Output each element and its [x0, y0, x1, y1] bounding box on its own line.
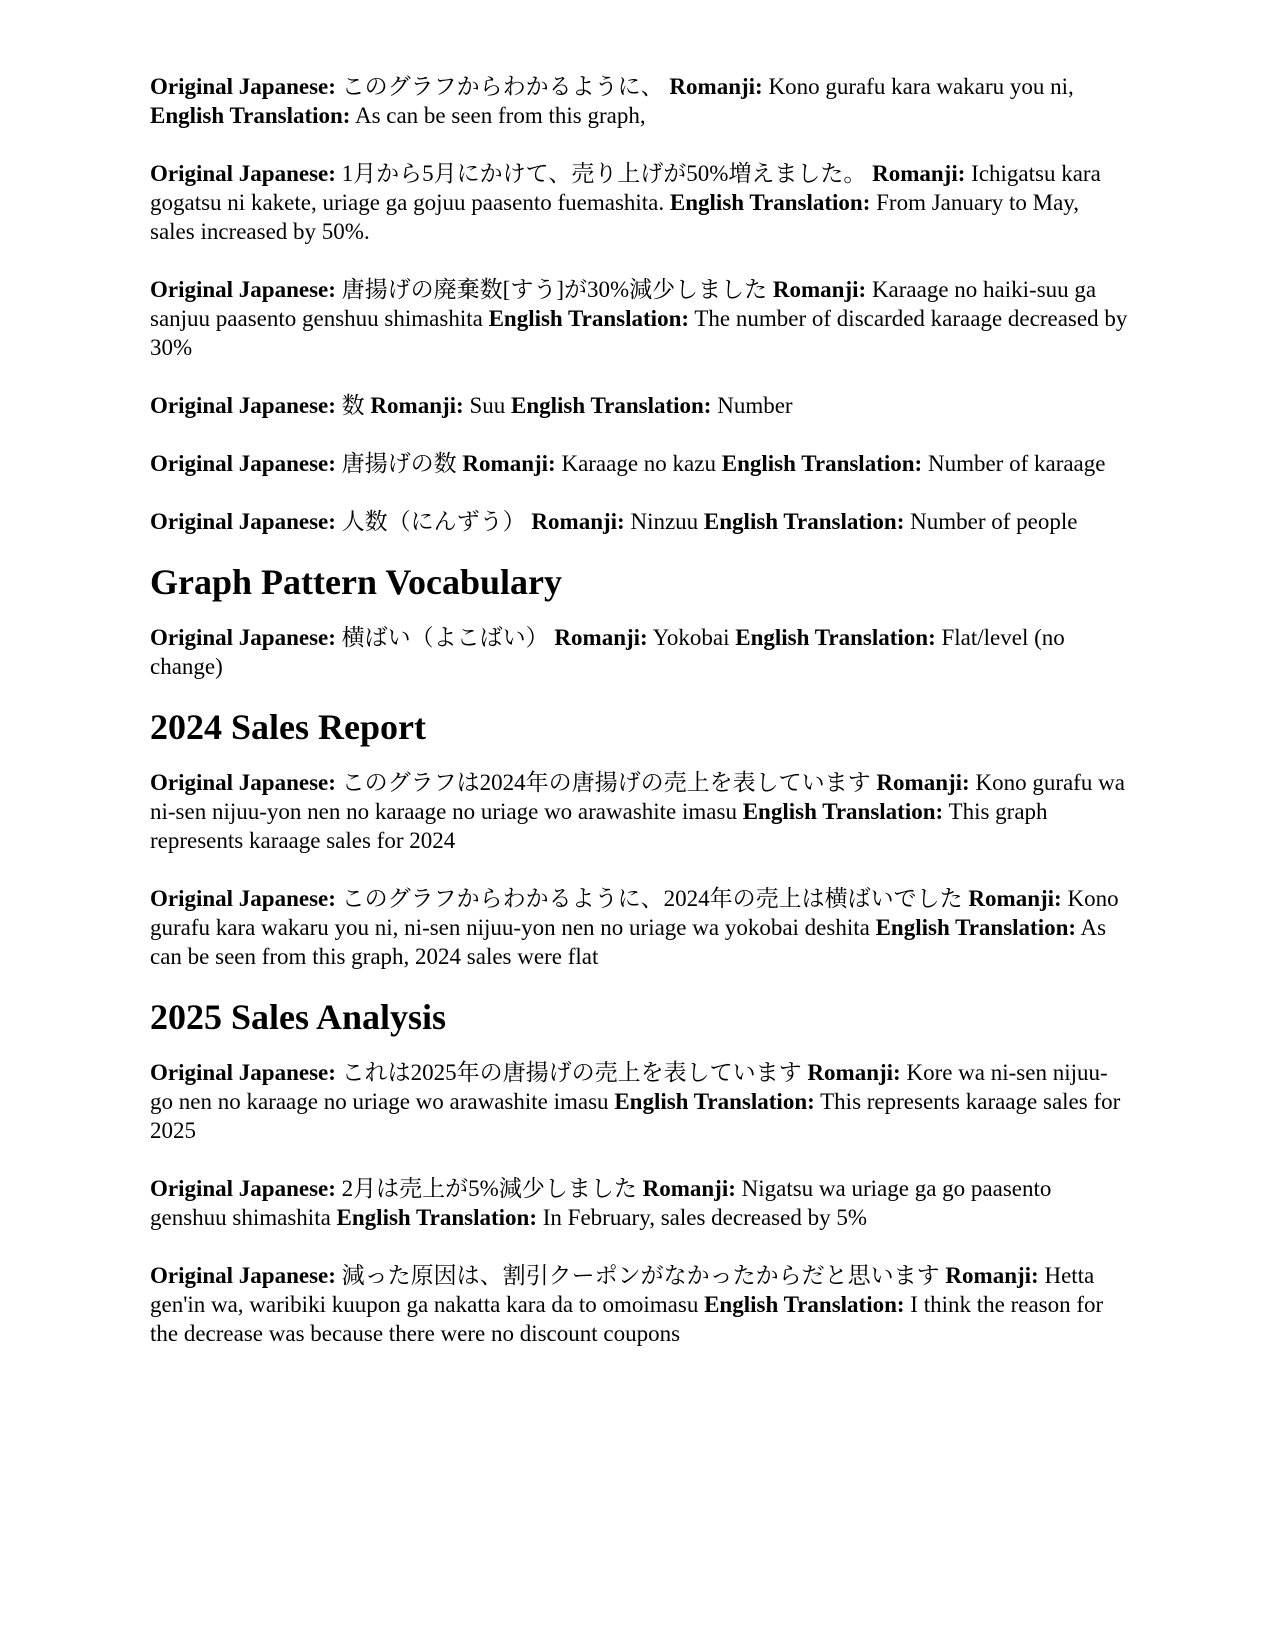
- original-label: Original Japanese:: [150, 1060, 336, 1085]
- japanese-text: 2月は売上が5%減少しました: [341, 1176, 637, 1201]
- vocab-entry: [150, 1058, 1128, 1145]
- vocab-entry: [150, 449, 1128, 478]
- original-label: Original Japanese:: [150, 451, 336, 476]
- english-text: Number: [717, 393, 793, 418]
- romanji-label: Romanji:: [872, 161, 966, 186]
- section-graph-pattern-vocabulary: [150, 561, 1128, 681]
- section-heading: 2025 Sales Analysis: [150, 997, 447, 1037]
- english-text: The number of discarded karaage decreased by 30%: [150, 306, 1128, 360]
- original-label: Original Japanese:: [150, 770, 336, 795]
- english-text: Number of people: [910, 509, 1078, 534]
- japanese-text: 1月から5月にかけて、売り上げが50%増えました。: [341, 161, 867, 186]
- original-label: Original Japanese:: [150, 1263, 336, 1288]
- romanji-label: Romanji:: [968, 886, 1062, 911]
- romaji-text: Karaage no kazu: [561, 451, 716, 476]
- romaji-text: Hetta gen'in wa, waribiki kuupon ga nakatta kara da to omoimasu: [150, 1263, 1095, 1317]
- romanji-label: Romanji:: [876, 770, 970, 795]
- english-text: In February, sales decreased by 5%: [542, 1205, 867, 1230]
- romaji-text: Karaage no haiki-suu ga sanjuu paasento genshuu shimashita: [150, 277, 1097, 331]
- romaji-text: Ninzuu: [630, 509, 699, 534]
- romaji-text: Suu: [469, 393, 506, 418]
- romanji-label: Romanji:: [807, 1060, 901, 1085]
- japanese-text: このグラフは2024年の唐揚げの売上を表しています: [341, 770, 871, 795]
- english-text: This represents karaage sales for 2025: [150, 1089, 1121, 1143]
- original-label: Original Japanese:: [150, 161, 336, 186]
- english-text: As can be seen from this graph,: [354, 103, 646, 128]
- original-label: Original Japanese:: [150, 625, 336, 650]
- english-text: Flat/level (no change): [150, 625, 1065, 679]
- document-page: [150, 72, 1128, 1377]
- english-label: English Translation:: [703, 509, 905, 534]
- vocab-entry: [150, 884, 1128, 971]
- english-label: English Translation:: [669, 190, 871, 215]
- romanji-label: Romanji:: [945, 1263, 1039, 1288]
- romanji-label: Romanji:: [370, 393, 464, 418]
- romaji-text: Ichigatsu kara gogatsu ni kakete, uriage ga gojuu paasento fuemashita.: [150, 161, 1101, 215]
- original-label: Original Japanese:: [150, 393, 336, 418]
- romanji-label: Romanji:: [772, 277, 867, 302]
- vocab-entry: [150, 768, 1128, 855]
- original-label: Original Japanese:: [150, 74, 336, 99]
- english-label: English Translation:: [721, 451, 923, 476]
- japanese-text: 横ばい（よこばい）: [341, 625, 549, 650]
- japanese-text: このグラフからわかるように、: [341, 74, 664, 99]
- original-label: Original Japanese:: [150, 277, 336, 302]
- vocab-entry: [150, 72, 1128, 130]
- romanji-label: Romanji:: [642, 1176, 736, 1201]
- romaji-text: Yokobai: [652, 625, 730, 650]
- japanese-text: このグラフからわかるように、2024年の売上は横ばいでした: [341, 886, 963, 911]
- romaji-text: Kore wa ni-sen nijuu-go nen no karaage no uriage wo arawashite imasu: [150, 1060, 1108, 1114]
- vocab-entry: [150, 623, 1128, 681]
- original-label: Original Japanese:: [150, 886, 336, 911]
- romanji-label: Romanji:: [462, 451, 556, 476]
- vocab-entry: [150, 1261, 1128, 1348]
- english-label: English Translation:: [511, 393, 712, 418]
- section-intro: [150, 72, 1128, 536]
- english-text: From January to May, sales increased by 50%.: [150, 190, 1080, 244]
- english-label: English Translation:: [150, 103, 351, 128]
- english-text: I think the reason for the decrease was because there were no discount coupons: [150, 1292, 1104, 1346]
- romaji-text: Kono gurafu wa ni-sen nijuu-yon nen no karaage no uriage wo arawashite imasu: [150, 770, 1125, 824]
- romanji-label: Romanji:: [531, 509, 625, 534]
- japanese-text: 唐揚げの廃棄数[すう]が30%減少しました: [341, 277, 768, 302]
- english-text: Number of karaage: [927, 451, 1106, 476]
- romanji-label: Romanji:: [669, 74, 763, 99]
- original-label: Original Japanese:: [150, 509, 336, 534]
- japanese-text: 数: [341, 393, 365, 418]
- romanji-label: Romanji:: [554, 625, 648, 650]
- vocab-entry: [150, 275, 1128, 362]
- english-text: As can be seen from this graph, 2024 sales were flat: [150, 915, 1107, 969]
- japanese-text: 唐揚げの数: [341, 451, 457, 476]
- english-label: English Translation:: [875, 915, 1077, 940]
- romaji-text: Kono gurafu kara wakaru you ni,: [768, 74, 1074, 99]
- romaji-text: Kono gurafu kara wakaru you ni, ni-sen nijuu-yon nen no uriage wa yokobai deshita: [150, 886, 1119, 940]
- japanese-text: 減った原因は、割引クーポンがなかったからだと思います: [341, 1263, 940, 1288]
- vocab-entry: [150, 391, 1128, 420]
- english-label: English Translation:: [735, 625, 936, 650]
- japanese-text: これは2025年の唐揚げの売上を表しています: [341, 1060, 802, 1085]
- section-heading: 2024 Sales Report: [150, 707, 426, 747]
- section-2024-sales-report: [150, 706, 1128, 971]
- romaji-text: Nigatsu wa uriage ga go paasento genshuu shimashita: [150, 1176, 1052, 1230]
- section-2025-sales-analysis: [150, 996, 1128, 1348]
- english-label: English Translation:: [488, 306, 690, 331]
- original-label: Original Japanese:: [150, 1176, 336, 1201]
- vocab-entry: [150, 159, 1128, 246]
- section-heading: Graph Pattern Vocabulary: [150, 562, 563, 602]
- english-text: This graph represents karaage sales for 2024: [150, 799, 1048, 853]
- vocab-entry: [150, 1174, 1128, 1232]
- english-label: English Translation:: [742, 799, 944, 824]
- vocab-entry: [150, 507, 1128, 536]
- english-label: English Translation:: [704, 1292, 905, 1317]
- english-label: English Translation:: [336, 1205, 538, 1230]
- english-label: English Translation:: [614, 1089, 815, 1114]
- japanese-text: 人数（にんずう）: [341, 509, 526, 534]
